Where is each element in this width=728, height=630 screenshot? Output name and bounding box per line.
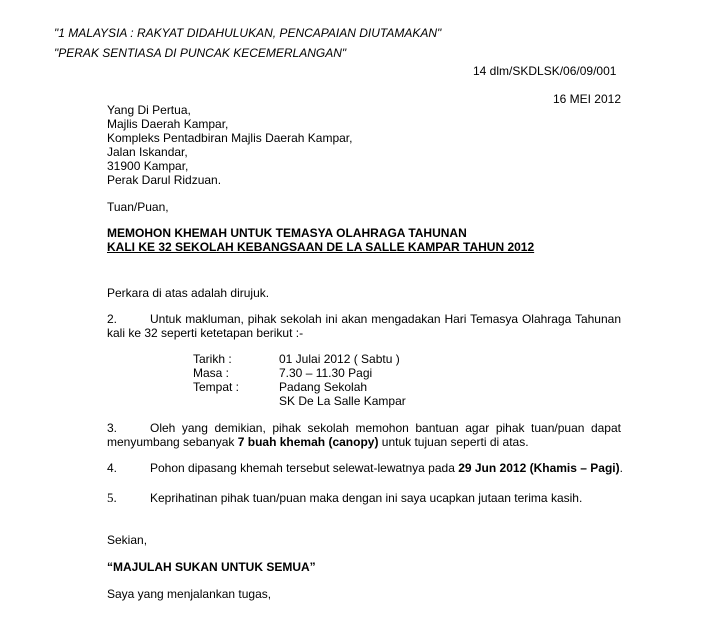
closing-signoff: Saya yang menjalankan tugas, [107, 587, 272, 601]
tarikh-value: 01 Julai 2012 ( Sabtu ) [279, 352, 400, 366]
paragraph-4-text-end: . [619, 461, 623, 475]
address-line: 31900 Kampar, [107, 159, 189, 173]
paragraph-3-line-1: Oleh yang demikian, pihak sekolah memohon bantuan agar pihak tuan/puan dapat [150, 421, 621, 435]
paragraph-2-number: 2. [107, 312, 118, 326]
closing-sekian: Sekian, [107, 533, 148, 547]
reference-number: 14 dlm/SKDLSK/06/09/001 [473, 64, 617, 78]
address-line: Kompleks Pentadbiran Majlis Daerah Kampar, [107, 131, 353, 145]
paragraph-3-number: 3. [107, 421, 118, 435]
paragraph-2-line-2: kali ke 32 seperti ketetapan berikut :- [107, 326, 304, 340]
subject-line-1: MEMOHON KHEMAH UNTUK TEMASYA OLAHRAGA TAHUNAN [107, 226, 467, 240]
paragraph-4 [150, 461, 623, 475]
tempat-value-2: SK De La Salle Kampar [279, 394, 406, 408]
address-line: Yang Di Pertua, [107, 103, 191, 117]
tempat-value-1: Padang Sekolah [279, 380, 368, 394]
address-line: Majlis Daerah Kampar, [107, 117, 229, 131]
masa-label: Masa : [193, 366, 230, 380]
paragraph-3-text: menyumbang sebanyak [107, 435, 238, 449]
paragraph-5-number: 5. [107, 490, 117, 505]
address-line: Perak Darul Ridzuan. [107, 173, 222, 187]
header-motto-2: "PERAK SENTIASA DI PUNCAK KECEMERLANGAN" [54, 46, 347, 60]
address-line: Jalan Iskandar, [107, 145, 188, 159]
paragraph-5: Keprihatinan pihak tuan/puan maka dengan ini saya ucapkan jutaan terima kasih. [150, 491, 583, 505]
letter-date: 16 MEI 2012 [552, 92, 621, 106]
header-motto-1: "1 MALAYSIA : RAKYAT DIDAHULUKAN, PENCAPAIAN DIUTAMAKAN" [54, 26, 442, 40]
closing-motto: “MAJULAH SUKAN UNTUK SEMUA” [107, 560, 316, 574]
subject-line-2: KALI KE 32 SEKOLAH KEBANGSAAN DE LA SALLE KAMPAR TAHUN 2012 [107, 240, 535, 254]
salutation: Tuan/Puan, [107, 200, 169, 214]
paragraph-4-number: 4. [107, 461, 118, 475]
tempat-label: Tempat : [193, 380, 240, 394]
paragraph-2-line-1: Untuk makluman, pihak sekolah ini akan mengadakan Hari Temasya Olahraga Tahunan [150, 312, 621, 326]
khemah-quantity: 7 buah khemah (canopy) [237, 435, 379, 449]
tarikh-label: Tarikh : [193, 352, 232, 366]
paragraph-3-text-end: untuk tujuan seperti di atas. [378, 435, 529, 449]
paragraph-1: Perkara di atas adalah dirujuk. [107, 286, 270, 300]
masa-value: 7.30 – 11.30 Pagi [279, 366, 373, 380]
install-deadline: 29 Jun 2012 (Khamis – Pagi) [458, 461, 620, 475]
paragraph-4-text: Pohon dipasang khemah tersebut selewat-lewatnya pada [150, 461, 459, 475]
paragraph-3-line-2 [107, 435, 529, 449]
